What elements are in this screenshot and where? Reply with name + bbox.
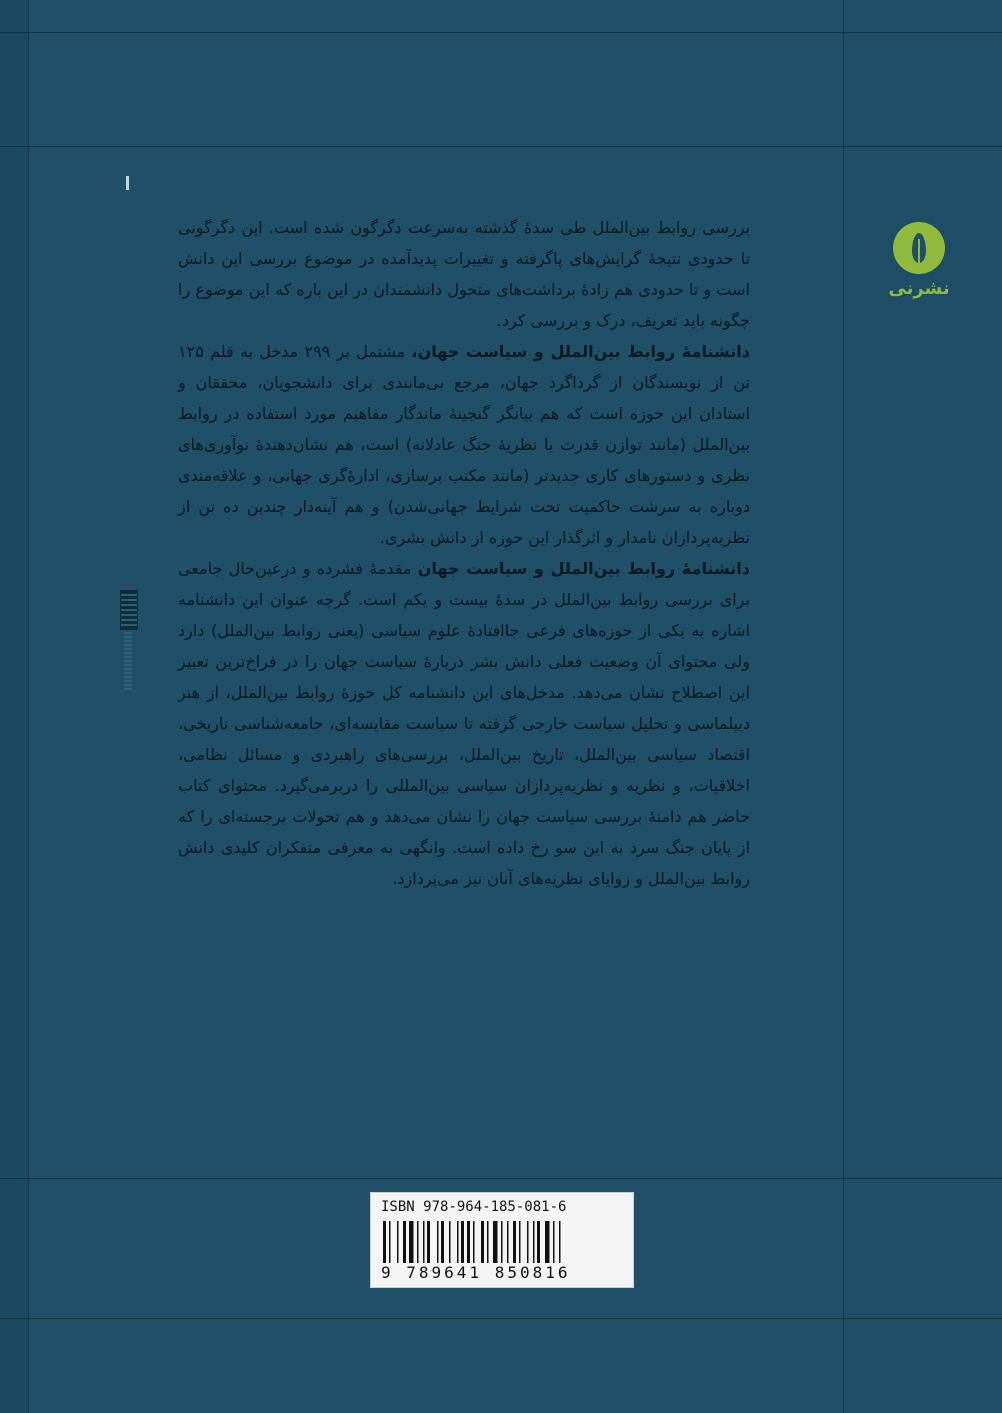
blurb-paragraph-3: دانشنامهٔ روابط بین‌الملل و سیاست جهان مقدمهٔ فشرده و درعین‌حال جامعی برای بررسی روابط بین‌الملل در سدهٔ بیست و یکم است. گرچه عنوان این دانشنامه اشاره به یکی از حوزه‌های فرعی جاافتادهٔ علوم سیاسی (یعنی روابط بین‌الملل) دارد ولی محتوای آن وضعیت فعلی دانش بشر دربارهٔ سیاست جهان را در فراخ‌ترین تعبیر این اصطلاح نشان می‌دهد. مدخل‌های این دانشنامه کل حوزهٔ روابط بین‌الملل، از هنر دیپلماسی و تحلیل سیاست خارجی گرفته تا سیاست مقایسه‌ای، جامعه‌شناسی تاریخی، اقتصاد سیاسی بین‌الملل، تاریخ بین‌الملل، بررسی‌های راهبردی و مسائل نظامی، اخلاقیات، و نظریه و نظریه‌پردازان سیاسی بین‌المللی را دربرمی‌گیرد. محتوای کتاب حاضر هم دامنهٔ بررسی سیاست جهان را نشان می‌دهد و هم تحولات برجسته‌ای را که از پایان جنگ سرد به این سو رخ داده است. وانگهی به معرفی متفکران کلیدی دانش روابط بین‌الملل و زوایای نظریه‌های آنان نیز می‌پردازد. (178, 559, 750, 888)
isbn-text: ISBN 978-964-185-081-6 (381, 1199, 567, 1215)
publisher-logo (883, 222, 955, 312)
barcode-bar (545, 1221, 550, 1263)
barcode-bar (493, 1221, 498, 1263)
barcode-bar (383, 1221, 386, 1263)
barcode-digits: 9 789641 850816 (381, 1263, 571, 1282)
barcode-bar (507, 1221, 509, 1263)
frame-line-upper (0, 146, 1002, 147)
barcode-bar (403, 1221, 406, 1263)
frame-line-right (843, 0, 844, 1413)
barcode-label (370, 1192, 634, 1288)
barcode-bar (501, 1221, 503, 1263)
barcode-bar (533, 1221, 535, 1263)
publisher-name: نشرنی (888, 278, 950, 299)
frame-line-top (0, 32, 1002, 33)
barcode-bar (487, 1221, 489, 1263)
barcode-bar (553, 1221, 555, 1263)
margin-mark (126, 176, 129, 190)
right-panel (842, 0, 1002, 1413)
leaf-icon (893, 222, 945, 274)
blurb-paragraph-1: بررسی روابط بین‌الملل طی سدهٔ گذشته به‌سرعت دگرگون شده است. این دگرگونی تا حدودی نتیجهٔ گرایش‌های پاگرفته و تغییرات پدیدآمده در موضوع بررسی این دانش است و تا حدودی هم زادهٔ برداشت‌های متحول دانشمندان در این باره که این موضوع را چگونه باید تعریف، درک و بررسی کرد. (178, 218, 750, 330)
barcode-bar (559, 1221, 561, 1263)
encyclopedia-title: دانشنامهٔ روابط بین‌الملل و سیاست جهان، (411, 342, 750, 361)
cover-edge (0, 0, 28, 1413)
barcode-bar (397, 1221, 399, 1263)
barcode-bar (409, 1221, 414, 1263)
frame-line-left (28, 0, 29, 1413)
barcode-icon (381, 1221, 621, 1263)
barcode-bar (537, 1221, 540, 1263)
barcode-bar (461, 1221, 464, 1263)
frame-line-bottom (0, 1318, 1002, 1319)
barcode-bar (423, 1221, 425, 1263)
barcode-bar (519, 1221, 521, 1263)
blurb-text (178, 212, 750, 894)
frame-line-lower (0, 1178, 1002, 1179)
spine-lines (124, 630, 132, 690)
barcode-bar (437, 1221, 439, 1263)
barcode-bar (467, 1221, 470, 1263)
barcode-bar (417, 1221, 419, 1263)
barcode-bar (457, 1221, 459, 1263)
blurb-paragraph-2: دانشنامهٔ روابط بین‌الملل و سیاست جهان، مشتمل بر ۲۹۹ مدخل به قلم ۱۲۵ تن از نویسندگان از گرداگرد جهان، مرجع بی‌مانندی برای دانشجویان، محققان و استادان این حوزه است که هم بیانگر گنجینهٔ ماندگار مفاهیم مورد استفاده در روابط بین‌الملل (مانند توازن قدرت یا نظریهٔ جنگ عادلانه) است، هم نشان‌دهندهٔ نوآوری‌های نظری و دستورهای کاری جدیدتر (مانند مکتب برسازی، ادارهٔ‌گری جهانی، و علاقه‌مندی دوباره به سرشت حاکمیت تحت شرایط جهانی‌شدن) و هم آینه‌دار چندین ده تن از نظریه‌پردازان نامدار و اثرگذار این حوزه از دانش بشری. (178, 342, 750, 547)
barcode-bar (389, 1221, 391, 1263)
spine-pattern (120, 590, 138, 630)
barcode-bar (527, 1221, 529, 1263)
barcode-bar (441, 1221, 444, 1263)
barcode-bar (473, 1221, 475, 1263)
encyclopedia-title: دانشنامهٔ روابط بین‌الملل و سیاست جهان (417, 559, 750, 578)
barcode-bar (449, 1221, 451, 1263)
barcode-bar (427, 1221, 430, 1263)
barcode-bar (513, 1221, 516, 1263)
barcode-bar (481, 1221, 484, 1263)
